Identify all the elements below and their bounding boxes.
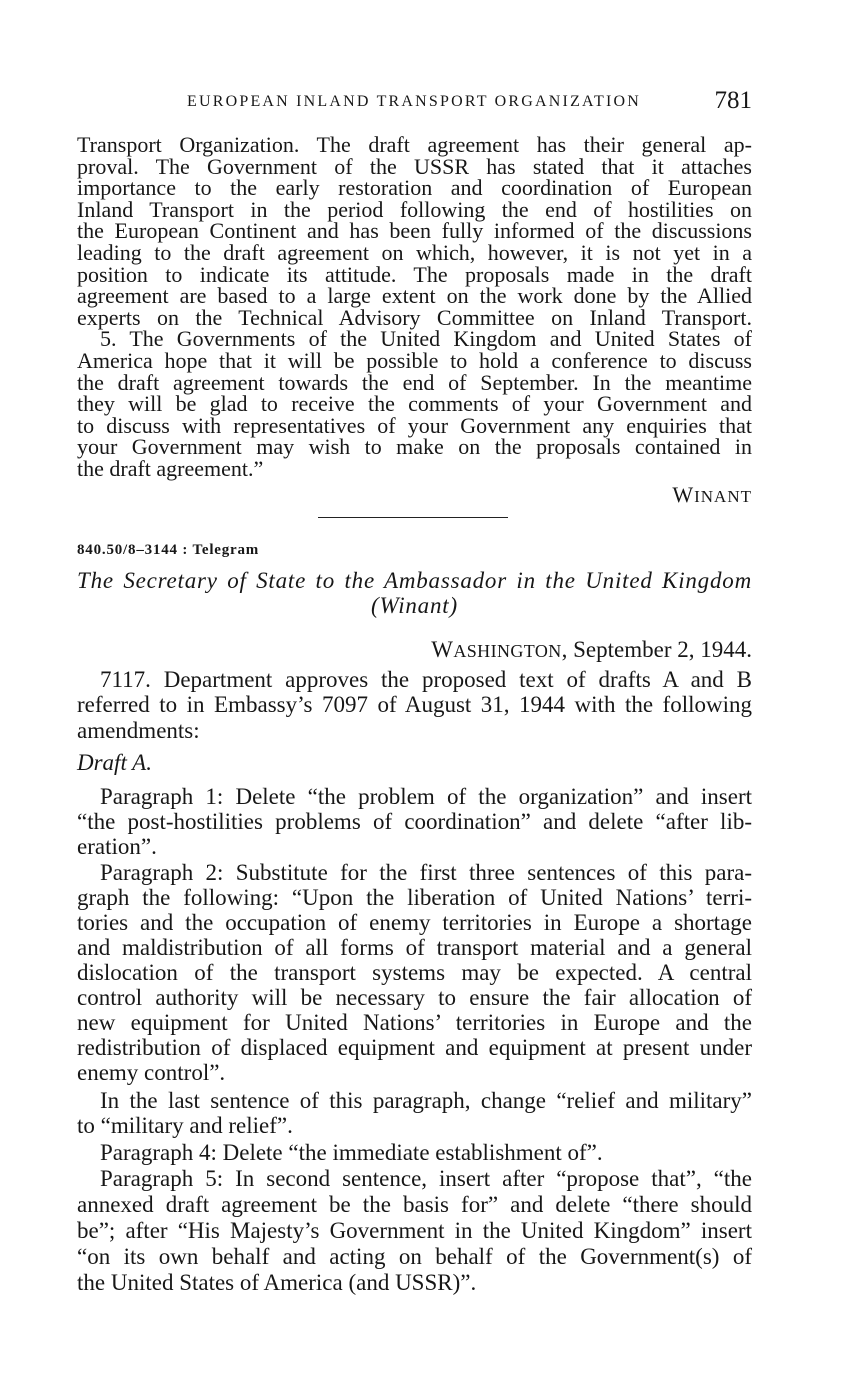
text-line: to “military and relief”. — [77, 1112, 293, 1138]
text-line: to discuss with representatives of your Government any enquiries that — [77, 412, 752, 438]
text-line: Paragraph 2: Substitute for the first three sentences of this para- — [100, 859, 752, 885]
dateline-date: , September 2, 1944. — [561, 636, 752, 662]
text-line: graph the following: “Upon the liberation of United Nations’ terri- — [77, 884, 752, 910]
paragraph — [77, 1089, 752, 1138]
running-title: EUROPEAN INLAND TRANSPORT ORGANIZATION — [187, 92, 642, 110]
document-title — [77, 568, 752, 618]
signature — [672, 483, 752, 509]
text-line: control authority will be necessary to ensure the fair allocation of — [77, 985, 752, 1011]
paragraph — [77, 1166, 752, 1296]
text-line: Inland Transport in the period following the end of hostilities on — [77, 196, 752, 222]
text-line: the draft agreement.” — [77, 455, 264, 481]
text-line: annexed draft agreement be the basis for” and delete “there should — [77, 1192, 752, 1218]
text-line: redistribution of displaced equipment and equipment at present under — [77, 1035, 752, 1061]
text-line: In the last sentence of this paragraph, change “relief and military” — [100, 1088, 752, 1113]
signature-name: WINANT — [672, 481, 752, 507]
page-number: 781 — [714, 87, 752, 114]
text-line: they will be glad to receive the comments of your Government and — [77, 391, 752, 417]
document-title-line: The Secretary of State to the Ambassador in the United Kingdom — [77, 567, 752, 593]
text-line: referred to in Embassy’s 7097 of August 31, 1944 with the following — [77, 692, 752, 717]
text-line: amendments: — [77, 717, 200, 743]
text-line: the United States of America (and USSR)”. — [77, 1270, 477, 1296]
text-line: tories and the occupation of enemy territories in Europe a shortage — [77, 909, 752, 935]
text-line: be”; after “His Majesty’s Government in the United Kingdom” insert — [77, 1218, 752, 1244]
document-title-recipient: (Winant) — [371, 592, 458, 618]
text-line: eration”. — [77, 833, 157, 859]
text-line: 7117. Department approves the proposed text of drafts A and B — [100, 666, 752, 692]
text-line: leading to the draft agreement on which, however, it is not yet in a — [77, 239, 752, 265]
section-divider — [318, 517, 508, 518]
text-line: 5. The Governments of the United Kingdom and United States of — [100, 326, 752, 352]
text-line: Transport Organization. The draft agreement has their general ap- — [77, 132, 752, 157]
dateline — [431, 637, 752, 664]
dateline-place: WASHINGTON — [431, 636, 562, 662]
text-line: new equipment for United Nations’ territories in Europe and the — [77, 1010, 752, 1036]
text-line: experts on the Technical Advisory Committee on Inland Transport. — [77, 304, 752, 330]
paragraph — [77, 667, 752, 744]
text-line: agreement are based to a large extent on the work done by the Allied — [77, 283, 752, 309]
text-line: the draft agreement towards the end of September. In the meantime — [77, 369, 752, 395]
paragraph — [77, 860, 752, 1086]
text-line: enemy control”. — [77, 1060, 226, 1086]
text-line: proval. The Government of the USSR has stated that it attaches — [77, 153, 752, 179]
paragraph — [77, 784, 752, 859]
text-line: your Government may wish to make on the proposals contained in — [77, 434, 752, 460]
text-line: Paragraph 4: Delete “the immediate establishment of”. — [100, 1139, 603, 1165]
text-line: Paragraph 5: In second sentence, insert after “propose that”, “the — [100, 1166, 752, 1192]
file-reference: 840.50/8–3144 : Telegram — [77, 542, 260, 558]
paragraph — [77, 1140, 752, 1165]
text-line: the European Continent and has been fully informed of the discussions — [77, 218, 752, 244]
paragraph — [77, 328, 752, 479]
draft-heading: Draft A. — [77, 750, 152, 775]
text-line: dislocation of the transport systems may be expected. A central — [77, 960, 752, 986]
text-line: America hope that it will be possible to hold a conference to discuss — [77, 347, 752, 373]
text-line: “the post-hostilities problems of coordination” and delete “after lib- — [77, 808, 752, 834]
text-line: Paragraph 1: Delete “the problem of the organization” and insert — [100, 783, 752, 809]
paragraph — [77, 134, 752, 328]
text-line: importance to the early restoration and coordination of European — [77, 175, 752, 201]
text-line: position to indicate its attitude. The proposals made in the draft — [77, 261, 752, 287]
text-line: and maldistribution of all forms of transport material and a general — [77, 934, 752, 960]
text-line: “on its own behalf and acting on behalf of the Government(s) of — [77, 1244, 752, 1270]
